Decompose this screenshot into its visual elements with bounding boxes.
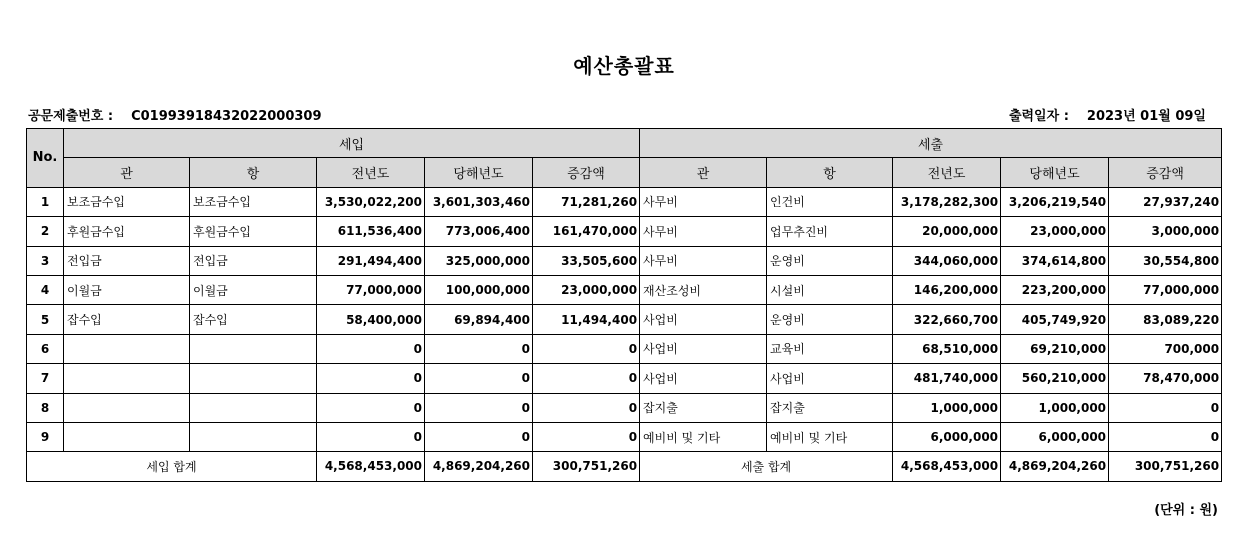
row-no: 5 [27, 305, 64, 334]
table-row [27, 187, 1222, 216]
income-prev-year: 611,536,400 [317, 217, 425, 246]
expense-diff: 83,089,220 [1109, 305, 1222, 334]
expense-diff: 30,554,800 [1109, 246, 1222, 275]
header-income: 세입 [64, 129, 640, 158]
income-prev-year: 291,494,400 [317, 246, 425, 275]
income-prev-year: 0 [317, 422, 425, 451]
budget-summary-table [26, 128, 1222, 482]
expense-prev-year: 481,740,000 [893, 364, 1001, 393]
expense-curr-year: 374,614,800 [1001, 246, 1109, 275]
table-row [27, 364, 1222, 393]
unit-note: (단위 : 원) [1154, 503, 1218, 518]
table-row [27, 246, 1222, 275]
doc-number-label: 공문제출번호 : [28, 109, 114, 124]
expense-curr-year: 560,210,000 [1001, 364, 1109, 393]
expense-total-diff: 300,751,260 [1109, 452, 1222, 481]
expense-gwan: 재산조성비 [640, 275, 767, 304]
page-title: 예산총괄표 [573, 54, 675, 78]
income-hang [190, 364, 317, 393]
header-expense-prev-year: 전년도 [893, 158, 1001, 187]
income-gwan: 잡수입 [64, 305, 190, 334]
row-no: 4 [27, 275, 64, 304]
income-curr-year: 100,000,000 [425, 275, 533, 304]
income-diff: 0 [533, 422, 640, 451]
header-income-prev-year: 전년도 [317, 158, 425, 187]
expense-diff: 0 [1109, 422, 1222, 451]
expense-prev-year: 68,510,000 [893, 334, 1001, 363]
expense-diff: 77,000,000 [1109, 275, 1222, 304]
income-curr-year: 0 [425, 422, 533, 451]
expense-gwan: 잡지출 [640, 393, 767, 422]
income-diff: 33,505,600 [533, 246, 640, 275]
income-curr-year: 773,006,400 [425, 217, 533, 246]
expense-prev-year: 1,000,000 [893, 393, 1001, 422]
header-income-diff: 증감액 [533, 158, 640, 187]
expense-diff: 0 [1109, 393, 1222, 422]
expense-prev-year: 322,660,700 [893, 305, 1001, 334]
income-diff: 0 [533, 393, 640, 422]
header-expense-diff: 증감액 [1109, 158, 1222, 187]
income-hang: 전입금 [190, 246, 317, 275]
expense-curr-year: 23,000,000 [1001, 217, 1109, 246]
doc-number [28, 105, 322, 124]
expense-hang: 업무추진비 [767, 217, 893, 246]
income-prev-year: 3,530,022,200 [317, 187, 425, 216]
header-expense-curr-year: 당해년도 [1001, 158, 1109, 187]
table-row [27, 305, 1222, 334]
income-hang [190, 422, 317, 451]
totals-row [27, 452, 1222, 481]
table-row [27, 393, 1222, 422]
income-hang: 잡수입 [190, 305, 317, 334]
income-gwan: 전입금 [64, 246, 190, 275]
expense-prev-year: 146,200,000 [893, 275, 1001, 304]
expense-hang: 교육비 [767, 334, 893, 363]
income-gwan [64, 422, 190, 451]
income-prev-year: 0 [317, 364, 425, 393]
print-date [1009, 105, 1206, 124]
print-date-label: 출력일자 : [1008, 109, 1069, 124]
income-hang: 이월금 [190, 275, 317, 304]
income-gwan [64, 364, 190, 393]
table-row [27, 217, 1222, 246]
income-hang [190, 393, 317, 422]
row-no: 9 [27, 422, 64, 451]
expense-gwan: 사업비 [640, 364, 767, 393]
header-income-curr-year: 당해년도 [425, 158, 533, 187]
income-curr-year: 0 [425, 334, 533, 363]
income-curr-year: 3,601,303,460 [425, 187, 533, 216]
income-curr-year: 0 [425, 393, 533, 422]
expense-gwan: 사업비 [640, 334, 767, 363]
row-no: 7 [27, 364, 64, 393]
expense-hang: 시설비 [767, 275, 893, 304]
income-hang: 후원금수입 [190, 217, 317, 246]
expense-hang: 운영비 [767, 246, 893, 275]
row-no: 2 [27, 217, 64, 246]
expense-prev-year: 344,060,000 [893, 246, 1001, 275]
income-gwan: 후원금수입 [64, 217, 190, 246]
row-no: 8 [27, 393, 64, 422]
income-total-curr-year: 4,869,204,260 [425, 452, 533, 481]
income-diff: 0 [533, 364, 640, 393]
row-no: 6 [27, 334, 64, 363]
expense-prev-year: 6,000,000 [893, 422, 1001, 451]
income-total-diff: 300,751,260 [533, 452, 640, 481]
table-row [27, 422, 1222, 451]
expense-hang: 사업비 [767, 364, 893, 393]
income-diff: 11,494,400 [533, 305, 640, 334]
header-expense-gwan: 관 [640, 158, 767, 187]
income-diff: 23,000,000 [533, 275, 640, 304]
print-date-value: 2023년 01월 09일 [1086, 109, 1206, 124]
expense-total-curr-year: 4,869,204,260 [1001, 452, 1109, 481]
expense-gwan: 사업비 [640, 305, 767, 334]
income-curr-year: 325,000,000 [425, 246, 533, 275]
expense-curr-year: 223,200,000 [1001, 275, 1109, 304]
header-expense-hang: 항 [767, 158, 893, 187]
expense-gwan: 사무비 [640, 217, 767, 246]
expense-diff: 78,470,000 [1109, 364, 1222, 393]
expense-curr-year: 6,000,000 [1001, 422, 1109, 451]
income-diff: 161,470,000 [533, 217, 640, 246]
income-diff: 71,281,260 [533, 187, 640, 216]
income-prev-year: 58,400,000 [317, 305, 425, 334]
header-no: No. [27, 129, 64, 188]
expense-prev-year: 3,178,282,300 [893, 187, 1001, 216]
expense-diff: 700,000 [1109, 334, 1222, 363]
expense-total-label: 세출 합계 [640, 452, 893, 481]
expense-curr-year: 3,206,219,540 [1001, 187, 1109, 216]
income-prev-year: 0 [317, 334, 425, 363]
row-no: 1 [27, 187, 64, 216]
expense-gwan: 예비비 및 기타 [640, 422, 767, 451]
income-curr-year: 0 [425, 364, 533, 393]
header-income-hang: 항 [190, 158, 317, 187]
header-income-gwan: 관 [64, 158, 190, 187]
expense-gwan: 사무비 [640, 187, 767, 216]
expense-hang: 잡지출 [767, 393, 893, 422]
income-gwan: 이월금 [64, 275, 190, 304]
income-hang [190, 334, 317, 363]
expense-curr-year: 69,210,000 [1001, 334, 1109, 363]
table-row [27, 275, 1222, 304]
expense-hang: 운영비 [767, 305, 893, 334]
income-total-label: 세입 합계 [27, 452, 317, 481]
expense-prev-year: 20,000,000 [893, 217, 1001, 246]
expense-curr-year: 405,749,920 [1001, 305, 1109, 334]
expense-hang: 인건비 [767, 187, 893, 216]
income-curr-year: 69,894,400 [425, 305, 533, 334]
income-prev-year: 0 [317, 393, 425, 422]
expense-gwan: 사무비 [640, 246, 767, 275]
income-hang: 보조금수입 [190, 187, 317, 216]
income-gwan [64, 393, 190, 422]
income-gwan: 보조금수입 [64, 187, 190, 216]
income-gwan [64, 334, 190, 363]
expense-curr-year: 1,000,000 [1001, 393, 1109, 422]
header-expense: 세출 [640, 129, 1222, 158]
expense-total-prev-year: 4,568,453,000 [893, 452, 1001, 481]
row-no: 3 [27, 246, 64, 275]
table-row [27, 334, 1222, 363]
income-prev-year: 77,000,000 [317, 275, 425, 304]
expense-diff: 3,000,000 [1109, 217, 1222, 246]
doc-number-value: C01993918432022000309 [131, 109, 322, 124]
expense-diff: 27,937,240 [1109, 187, 1222, 216]
income-diff: 0 [533, 334, 640, 363]
expense-hang: 예비비 및 기타 [767, 422, 893, 451]
income-total-prev-year: 4,568,453,000 [317, 452, 425, 481]
